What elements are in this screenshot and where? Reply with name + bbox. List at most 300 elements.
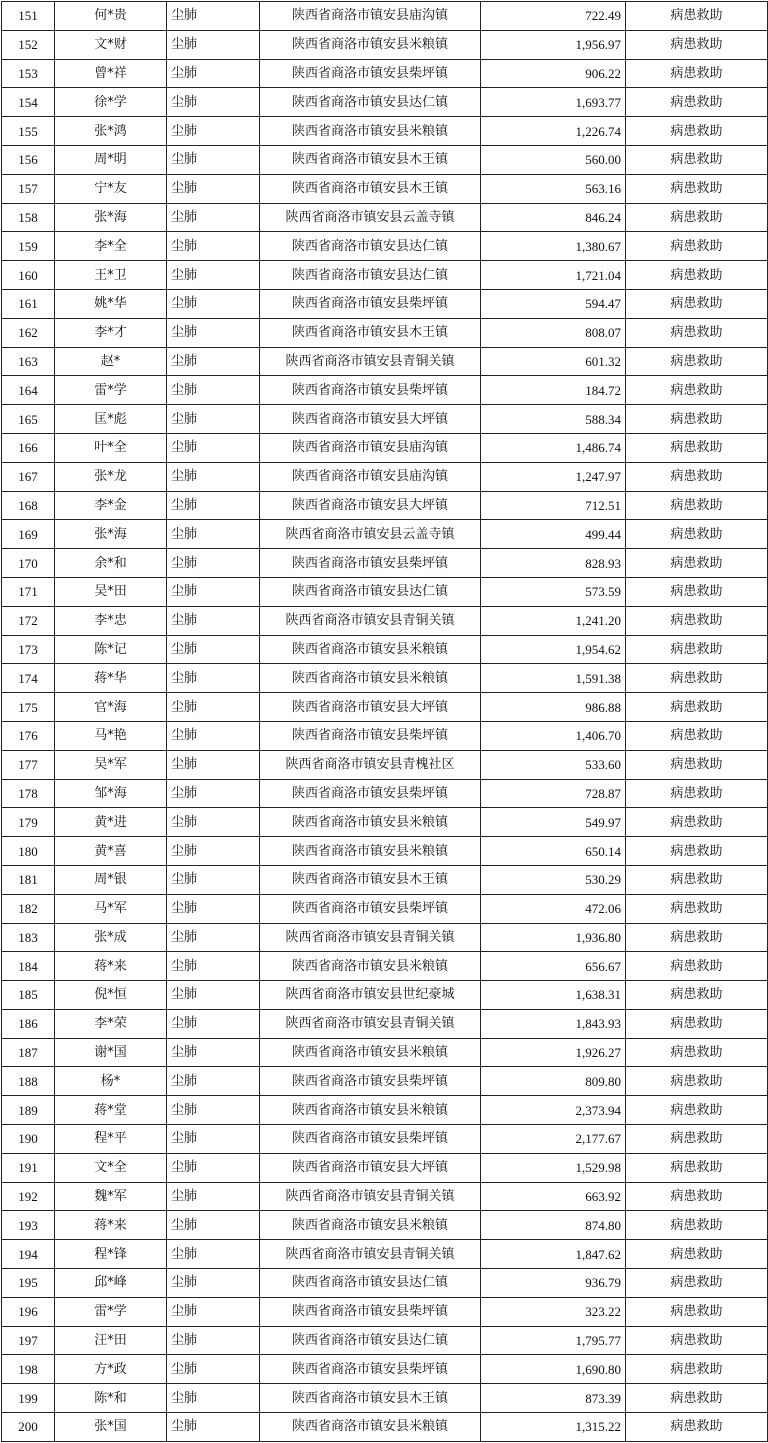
table-row: [2, 1009, 768, 1038]
table-row: [2, 174, 768, 203]
address-cell: 陕西省商洛市镇安县木王镇: [260, 145, 481, 174]
amount-cell: 809.80: [481, 1067, 626, 1096]
recipient-name-cell: 官*海: [55, 693, 167, 722]
recipient-name-cell: 李*才: [55, 318, 167, 347]
row-number-cell: 151: [2, 2, 55, 31]
row-number-cell: 153: [2, 59, 55, 88]
aid-type-cell: 病患救助: [626, 664, 768, 693]
address-cell: 陕西省商洛市镇安县米粮镇: [260, 117, 481, 146]
row-number-cell: 181: [2, 865, 55, 894]
aid-type-cell: 病患救助: [626, 289, 768, 318]
amount-cell: 560.00: [481, 145, 626, 174]
aid-type-cell: 病患救助: [626, 462, 768, 491]
row-number-cell: 159: [2, 232, 55, 261]
address-cell: 陕西省商洛市镇安县达仁镇: [260, 1269, 481, 1298]
amount-cell: 1,843.93: [481, 1009, 626, 1038]
address-cell: 陕西省商洛市镇安县柴坪镇: [260, 894, 481, 923]
row-number-cell: 162: [2, 318, 55, 347]
amount-cell: 1,406.70: [481, 721, 626, 750]
address-cell: 陕西省商洛市镇安县大坪镇: [260, 405, 481, 434]
amount-cell: 936.79: [481, 1269, 626, 1298]
recipient-name-cell: 文*财: [55, 30, 167, 59]
row-number-cell: 167: [2, 462, 55, 491]
address-cell: 陕西省商洛市镇安县木王镇: [260, 865, 481, 894]
recipient-name-cell: 吴*军: [55, 750, 167, 779]
table-row: [2, 289, 768, 318]
illness-cell: 尘肺: [167, 59, 260, 88]
relief-roster-table: [1, 1, 768, 1442]
table-row: [2, 664, 768, 693]
recipient-name-cell: 黄*喜: [55, 837, 167, 866]
recipient-name-cell: 张*海: [55, 520, 167, 549]
address-cell: 陕西省商洛市镇安县青铜关镇: [260, 1009, 481, 1038]
recipient-name-cell: 文*全: [55, 1153, 167, 1182]
recipient-name-cell: 谢*国: [55, 1038, 167, 1067]
row-number-cell: 160: [2, 261, 55, 290]
amount-cell: 1,486.74: [481, 433, 626, 462]
table-row: [2, 462, 768, 491]
table-row: [2, 693, 768, 722]
amount-cell: 1,693.77: [481, 88, 626, 117]
illness-cell: 尘肺: [167, 1038, 260, 1067]
recipient-name-cell: 徐*学: [55, 88, 167, 117]
illness-cell: 尘肺: [167, 289, 260, 318]
recipient-name-cell: 马*艳: [55, 721, 167, 750]
recipient-name-cell: 王*卫: [55, 261, 167, 290]
aid-type-cell: 病患救助: [626, 1125, 768, 1154]
amount-cell: 1,380.67: [481, 232, 626, 261]
table-row: [2, 433, 768, 462]
address-cell: 陕西省商洛市镇安县米粮镇: [260, 635, 481, 664]
row-number-cell: 168: [2, 491, 55, 520]
recipient-name-cell: 马*军: [55, 894, 167, 923]
aid-type-cell: 病患救助: [626, 30, 768, 59]
address-cell: 陕西省商洛市镇安县柴坪镇: [260, 779, 481, 808]
illness-cell: 尘肺: [167, 174, 260, 203]
amount-cell: 530.29: [481, 865, 626, 894]
address-cell: 陕西省商洛市镇安县庙沟镇: [260, 462, 481, 491]
amount-cell: 472.06: [481, 894, 626, 923]
aid-type-cell: 病患救助: [626, 1384, 768, 1413]
table-row: [2, 1240, 768, 1269]
recipient-name-cell: 姚*华: [55, 289, 167, 318]
illness-cell: 尘肺: [167, 693, 260, 722]
aid-type-cell: 病患救助: [626, 1269, 768, 1298]
illness-cell: 尘肺: [167, 664, 260, 693]
illness-cell: 尘肺: [167, 779, 260, 808]
aid-type-cell: 病患救助: [626, 376, 768, 405]
row-number-cell: 200: [2, 1413, 55, 1442]
illness-cell: 尘肺: [167, 577, 260, 606]
aid-type-cell: 病患救助: [626, 1067, 768, 1096]
table-row: [2, 376, 768, 405]
row-number-cell: 161: [2, 289, 55, 318]
illness-cell: 尘肺: [167, 808, 260, 837]
illness-cell: 尘肺: [167, 1384, 260, 1413]
table-row: [2, 1297, 768, 1326]
address-cell: 陕西省商洛市镇安县柴坪镇: [260, 1297, 481, 1326]
recipient-name-cell: 陈*记: [55, 635, 167, 664]
address-cell: 陕西省商洛市镇安县云盖寺镇: [260, 520, 481, 549]
aid-type-cell: 病患救助: [626, 577, 768, 606]
aid-type-cell: 病患救助: [626, 1413, 768, 1442]
row-number-cell: 155: [2, 117, 55, 146]
recipient-name-cell: 曾*祥: [55, 59, 167, 88]
row-number-cell: 198: [2, 1355, 55, 1384]
illness-cell: 尘肺: [167, 347, 260, 376]
aid-type-cell: 病患救助: [626, 405, 768, 434]
recipient-name-cell: 张*海: [55, 203, 167, 232]
row-number-cell: 194: [2, 1240, 55, 1269]
table-row: [2, 1326, 768, 1355]
recipient-name-cell: 蒋*华: [55, 664, 167, 693]
table-row: [2, 1153, 768, 1182]
amount-cell: 1,954.62: [481, 635, 626, 664]
recipient-name-cell: 赵*: [55, 347, 167, 376]
illness-cell: 尘肺: [167, 405, 260, 434]
table-row: [2, 203, 768, 232]
table-row: [2, 1211, 768, 1240]
recipient-name-cell: 李*忠: [55, 606, 167, 635]
recipient-name-cell: 方*政: [55, 1355, 167, 1384]
table-row: [2, 491, 768, 520]
recipient-name-cell: 陈*和: [55, 1384, 167, 1413]
table-row: [2, 1038, 768, 1067]
address-cell: 陕西省商洛市镇安县大坪镇: [260, 693, 481, 722]
amount-cell: 808.07: [481, 318, 626, 347]
table-row: [2, 1269, 768, 1298]
aid-type-cell: 病患救助: [626, 2, 768, 31]
address-cell: 陕西省商洛市镇安县达仁镇: [260, 261, 481, 290]
row-number-cell: 171: [2, 577, 55, 606]
address-cell: 陕西省商洛市镇安县木王镇: [260, 174, 481, 203]
illness-cell: 尘肺: [167, 1297, 260, 1326]
table-row: [2, 520, 768, 549]
address-cell: 陕西省商洛市镇安县达仁镇: [260, 88, 481, 117]
table-row: [2, 30, 768, 59]
amount-cell: 728.87: [481, 779, 626, 808]
recipient-name-cell: 周*明: [55, 145, 167, 174]
address-cell: 陕西省商洛市镇安县柴坪镇: [260, 1067, 481, 1096]
illness-cell: 尘肺: [167, 923, 260, 952]
table-row: [2, 1096, 768, 1125]
aid-type-cell: 病患救助: [626, 491, 768, 520]
recipient-name-cell: 张*国: [55, 1413, 167, 1442]
address-cell: 陕西省商洛市镇安县柴坪镇: [260, 721, 481, 750]
aid-type-cell: 病患救助: [626, 808, 768, 837]
amount-cell: 1,247.97: [481, 462, 626, 491]
illness-cell: 尘肺: [167, 981, 260, 1010]
row-number-cell: 177: [2, 750, 55, 779]
table-row: [2, 1355, 768, 1384]
illness-cell: 尘肺: [167, 1153, 260, 1182]
row-number-cell: 189: [2, 1096, 55, 1125]
row-number-cell: 192: [2, 1182, 55, 1211]
row-number-cell: 169: [2, 520, 55, 549]
aid-type-cell: 病患救助: [626, 433, 768, 462]
row-number-cell: 184: [2, 952, 55, 981]
amount-cell: 1,847.62: [481, 1240, 626, 1269]
illness-cell: 尘肺: [167, 1125, 260, 1154]
aid-type-cell: 病患救助: [626, 88, 768, 117]
address-cell: 陕西省商洛市镇安县大坪镇: [260, 1153, 481, 1182]
address-cell: 陕西省商洛市镇安县柴坪镇: [260, 289, 481, 318]
row-number-cell: 197: [2, 1326, 55, 1355]
illness-cell: 尘肺: [167, 2, 260, 31]
aid-type-cell: 病患救助: [626, 1009, 768, 1038]
amount-cell: 184.72: [481, 376, 626, 405]
table-row: [2, 952, 768, 981]
recipient-name-cell: 雷*学: [55, 1297, 167, 1326]
recipient-name-cell: 周*银: [55, 865, 167, 894]
address-cell: 陕西省商洛市镇安县米粮镇: [260, 1038, 481, 1067]
amount-cell: 874.80: [481, 1211, 626, 1240]
illness-cell: 尘肺: [167, 1355, 260, 1384]
table-row: [2, 1125, 768, 1154]
illness-cell: 尘肺: [167, 203, 260, 232]
illness-cell: 尘肺: [167, 1326, 260, 1355]
illness-cell: 尘肺: [167, 117, 260, 146]
table-row: [2, 145, 768, 174]
amount-cell: 323.22: [481, 1297, 626, 1326]
row-number-cell: 182: [2, 894, 55, 923]
recipient-name-cell: 蒋*来: [55, 952, 167, 981]
illness-cell: 尘肺: [167, 145, 260, 174]
table-row: [2, 2, 768, 31]
address-cell: 陕西省商洛市镇安县庙沟镇: [260, 433, 481, 462]
amount-cell: 1,241.20: [481, 606, 626, 635]
aid-type-cell: 病患救助: [626, 520, 768, 549]
recipient-name-cell: 汪*田: [55, 1326, 167, 1355]
illness-cell: 尘肺: [167, 318, 260, 347]
address-cell: 陕西省商洛市镇安县云盖寺镇: [260, 203, 481, 232]
address-cell: 陕西省商洛市镇安县达仁镇: [260, 577, 481, 606]
aid-type-cell: 病患救助: [626, 261, 768, 290]
amount-cell: 1,315.22: [481, 1413, 626, 1442]
recipient-name-cell: 李*全: [55, 232, 167, 261]
recipient-name-cell: 程*平: [55, 1125, 167, 1154]
amount-cell: 1,926.27: [481, 1038, 626, 1067]
recipient-name-cell: 雷*学: [55, 376, 167, 405]
recipient-name-cell: 张*成: [55, 923, 167, 952]
illness-cell: 尘肺: [167, 1269, 260, 1298]
row-number-cell: 180: [2, 837, 55, 866]
aid-type-cell: 病患救助: [626, 1240, 768, 1269]
amount-cell: 2,177.67: [481, 1125, 626, 1154]
row-number-cell: 186: [2, 1009, 55, 1038]
recipient-name-cell: 杨*: [55, 1067, 167, 1096]
address-cell: 陕西省商洛市镇安县柴坪镇: [260, 1125, 481, 1154]
row-number-cell: 195: [2, 1269, 55, 1298]
aid-type-cell: 病患救助: [626, 549, 768, 578]
amount-cell: 588.34: [481, 405, 626, 434]
recipient-name-cell: 李*荣: [55, 1009, 167, 1038]
table-row: [2, 318, 768, 347]
recipient-name-cell: 匡*彪: [55, 405, 167, 434]
aid-type-cell: 病患救助: [626, 347, 768, 376]
illness-cell: 尘肺: [167, 837, 260, 866]
row-number-cell: 178: [2, 779, 55, 808]
address-cell: 陕西省商洛市镇安县柴坪镇: [260, 59, 481, 88]
row-number-cell: 190: [2, 1125, 55, 1154]
aid-type-cell: 病患救助: [626, 59, 768, 88]
table-row: [2, 1384, 768, 1413]
row-number-cell: 187: [2, 1038, 55, 1067]
amount-cell: 549.97: [481, 808, 626, 837]
row-number-cell: 170: [2, 549, 55, 578]
illness-cell: 尘肺: [167, 88, 260, 117]
aid-type-cell: 病患救助: [626, 894, 768, 923]
illness-cell: 尘肺: [167, 894, 260, 923]
recipient-name-cell: 黄*进: [55, 808, 167, 837]
illness-cell: 尘肺: [167, 750, 260, 779]
aid-type-cell: 病患救助: [626, 1182, 768, 1211]
table-row: [2, 981, 768, 1010]
illness-cell: 尘肺: [167, 1413, 260, 1442]
illness-cell: 尘肺: [167, 635, 260, 664]
amount-cell: 1,638.31: [481, 981, 626, 1010]
recipient-name-cell: 蒋*来: [55, 1211, 167, 1240]
row-number-cell: 183: [2, 923, 55, 952]
illness-cell: 尘肺: [167, 376, 260, 405]
table-row: [2, 549, 768, 578]
amount-cell: 656.67: [481, 952, 626, 981]
address-cell: 陕西省商洛市镇安县庙沟镇: [260, 2, 481, 31]
table-row: [2, 808, 768, 837]
row-number-cell: 165: [2, 405, 55, 434]
amount-cell: 1,936.80: [481, 923, 626, 952]
table-row: [2, 405, 768, 434]
table-row: [2, 88, 768, 117]
amount-cell: 722.49: [481, 2, 626, 31]
aid-type-cell: 病患救助: [626, 981, 768, 1010]
recipient-name-cell: 倪*恒: [55, 981, 167, 1010]
row-number-cell: 191: [2, 1153, 55, 1182]
address-cell: 陕西省商洛市镇安县米粮镇: [260, 808, 481, 837]
illness-cell: 尘肺: [167, 1182, 260, 1211]
aid-type-cell: 病患救助: [626, 952, 768, 981]
amount-cell: 499.44: [481, 520, 626, 549]
table-row: [2, 347, 768, 376]
illness-cell: 尘肺: [167, 1009, 260, 1038]
aid-type-cell: 病患救助: [626, 837, 768, 866]
address-cell: 陕西省商洛市镇安县米粮镇: [260, 30, 481, 59]
aid-type-cell: 病患救助: [626, 721, 768, 750]
aid-type-cell: 病患救助: [626, 145, 768, 174]
address-cell: 陕西省商洛市镇安县青铜关镇: [260, 1182, 481, 1211]
aid-type-cell: 病患救助: [626, 693, 768, 722]
aid-type-cell: 病患救助: [626, 117, 768, 146]
illness-cell: 尘肺: [167, 865, 260, 894]
illness-cell: 尘肺: [167, 549, 260, 578]
address-cell: 陕西省商洛市镇安县青铜关镇: [260, 923, 481, 952]
amount-cell: 828.93: [481, 549, 626, 578]
table-row: [2, 1182, 768, 1211]
aid-type-cell: 病患救助: [626, 635, 768, 664]
address-cell: 陕西省商洛市镇安县木王镇: [260, 1384, 481, 1413]
amount-cell: 594.47: [481, 289, 626, 318]
recipient-name-cell: 张*龙: [55, 462, 167, 491]
aid-type-cell: 病患救助: [626, 174, 768, 203]
amount-cell: 1,795.77: [481, 1326, 626, 1355]
amount-cell: 1,591.38: [481, 664, 626, 693]
table-row: [2, 1413, 768, 1442]
row-number-cell: 156: [2, 145, 55, 174]
illness-cell: 尘肺: [167, 261, 260, 290]
address-cell: 陕西省商洛市镇安县米粮镇: [260, 1096, 481, 1125]
row-number-cell: 173: [2, 635, 55, 664]
address-cell: 陕西省商洛市镇安县青铜关镇: [260, 606, 481, 635]
address-cell: 陕西省商洛市镇安县青槐社区: [260, 750, 481, 779]
recipient-name-cell: 邱*峰: [55, 1269, 167, 1298]
row-number-cell: 166: [2, 433, 55, 462]
amount-cell: 906.22: [481, 59, 626, 88]
address-cell: 陕西省商洛市镇安县米粮镇: [260, 837, 481, 866]
aid-type-cell: 病患救助: [626, 1297, 768, 1326]
amount-cell: 563.16: [481, 174, 626, 203]
table-row: [2, 923, 768, 952]
row-number-cell: 175: [2, 693, 55, 722]
amount-cell: 663.92: [481, 1182, 626, 1211]
aid-type-cell: 病患救助: [626, 923, 768, 952]
illness-cell: 尘肺: [167, 721, 260, 750]
row-number-cell: 163: [2, 347, 55, 376]
aid-type-cell: 病患救助: [626, 1355, 768, 1384]
row-number-cell: 179: [2, 808, 55, 837]
amount-cell: 1,690.80: [481, 1355, 626, 1384]
aid-type-cell: 病患救助: [626, 232, 768, 261]
row-number-cell: 158: [2, 203, 55, 232]
illness-cell: 尘肺: [167, 1096, 260, 1125]
aid-type-cell: 病患救助: [626, 750, 768, 779]
address-cell: 陕西省商洛市镇安县柴坪镇: [260, 549, 481, 578]
recipient-name-cell: 宁*友: [55, 174, 167, 203]
row-number-cell: 185: [2, 981, 55, 1010]
row-number-cell: 193: [2, 1211, 55, 1240]
address-cell: 陕西省商洛市镇安县达仁镇: [260, 1326, 481, 1355]
illness-cell: 尘肺: [167, 433, 260, 462]
aid-type-cell: 病患救助: [626, 203, 768, 232]
recipient-name-cell: 叶*全: [55, 433, 167, 462]
aid-type-cell: 病患救助: [626, 865, 768, 894]
table-row: [2, 1067, 768, 1096]
address-cell: 陕西省商洛市镇安县米粮镇: [260, 1211, 481, 1240]
recipient-name-cell: 余*和: [55, 549, 167, 578]
aid-type-cell: 病患救助: [626, 1211, 768, 1240]
illness-cell: 尘肺: [167, 30, 260, 59]
recipient-name-cell: 蒋*堂: [55, 1096, 167, 1125]
address-cell: 陕西省商洛市镇安县青铜关镇: [260, 347, 481, 376]
recipient-name-cell: 李*金: [55, 491, 167, 520]
row-number-cell: 188: [2, 1067, 55, 1096]
amount-cell: 533.60: [481, 750, 626, 779]
table-row: [2, 117, 768, 146]
illness-cell: 尘肺: [167, 232, 260, 261]
row-number-cell: 199: [2, 1384, 55, 1413]
table-row: [2, 779, 768, 808]
address-cell: 陕西省商洛市镇安县米粮镇: [260, 952, 481, 981]
amount-cell: 1,529.98: [481, 1153, 626, 1182]
address-cell: 陕西省商洛市镇安县米粮镇: [260, 1413, 481, 1442]
amount-cell: 986.88: [481, 693, 626, 722]
amount-cell: 601.32: [481, 347, 626, 376]
illness-cell: 尘肺: [167, 606, 260, 635]
illness-cell: 尘肺: [167, 520, 260, 549]
row-number-cell: 152: [2, 30, 55, 59]
aid-type-cell: 病患救助: [626, 1038, 768, 1067]
amount-cell: 1,956.97: [481, 30, 626, 59]
aid-type-cell: 病患救助: [626, 1326, 768, 1355]
